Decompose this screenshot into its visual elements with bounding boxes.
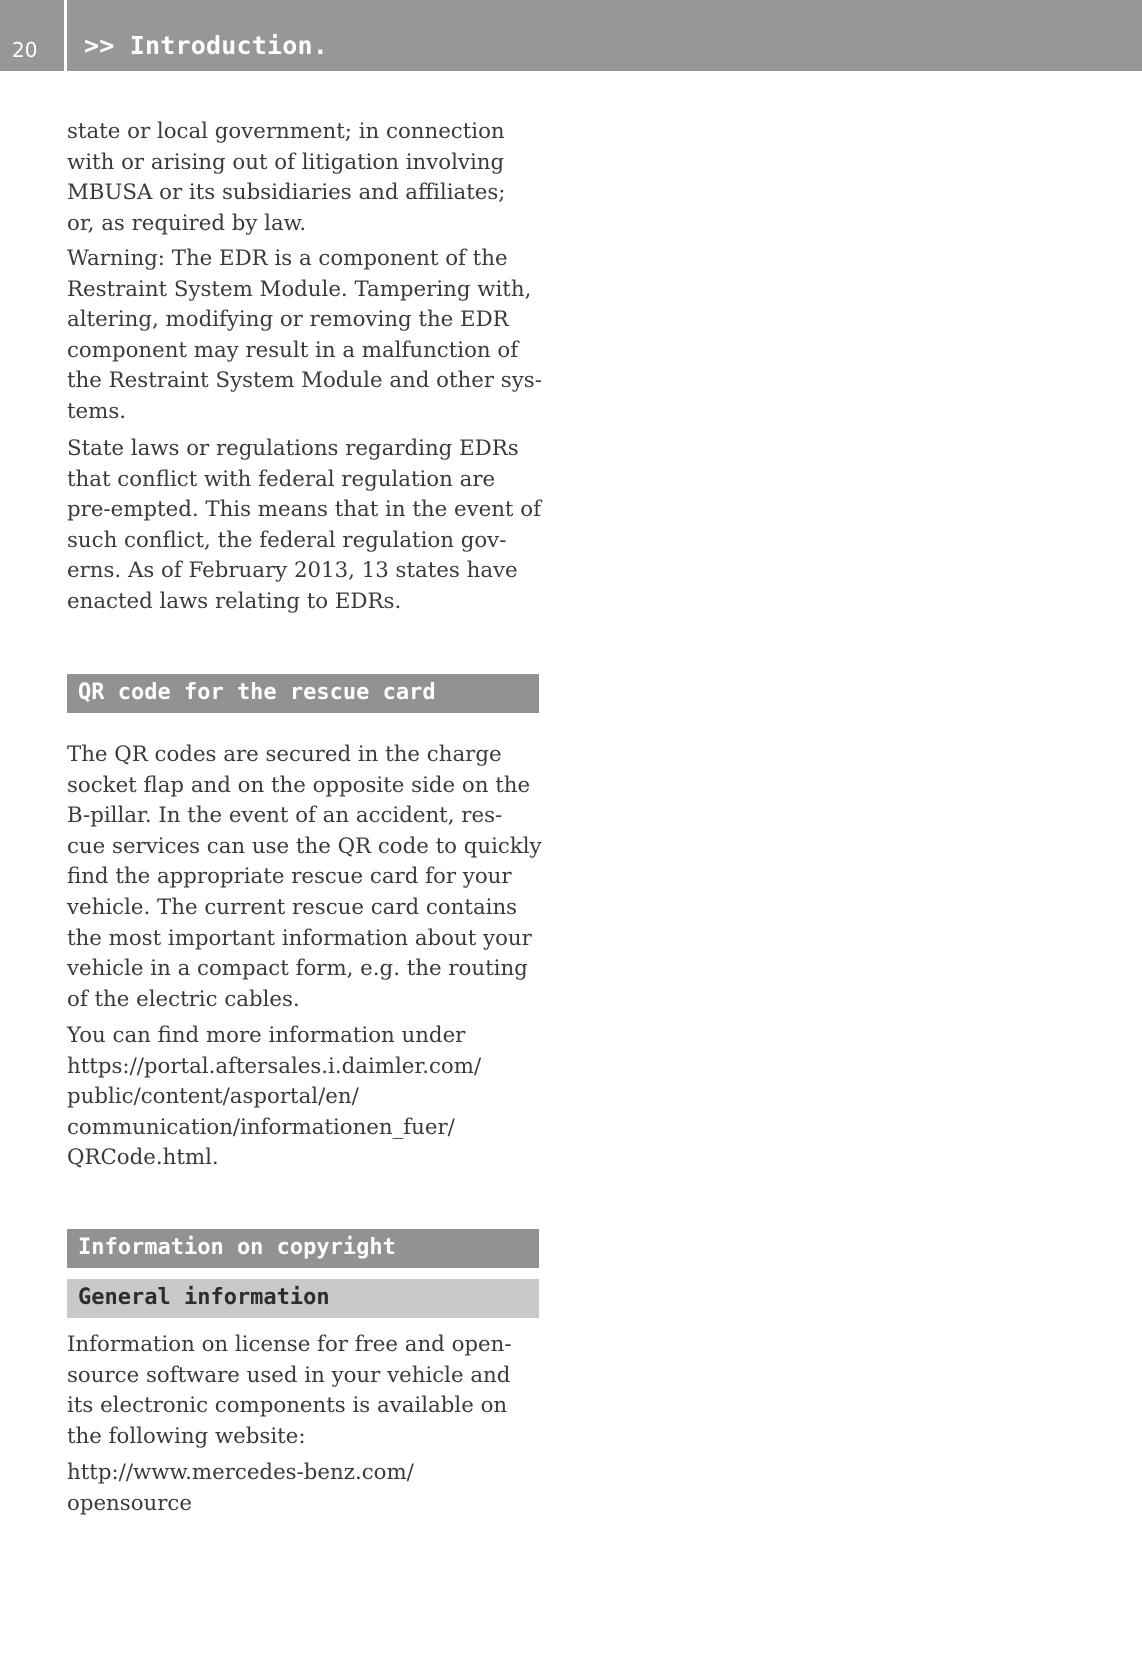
subsection-heading-text: General information [78, 1285, 330, 1310]
text-line: B-pillar. In the event of an accident, res- [67, 803, 503, 829]
page-header [0, 0, 1142, 71]
text-line: pre-empted. This means that in the event of [67, 497, 541, 523]
text-line: component may result in a malfunction of [67, 337, 519, 363]
text-line: socket flap and on the opposite side on the [67, 772, 531, 798]
text-line: cue services can use the QR code to quickly [67, 833, 542, 859]
warning-paragraph [67, 244, 543, 428]
text-line: The QR codes are secured in the charge [67, 742, 502, 767]
text-line: source software used in your vehicle and [67, 1362, 511, 1388]
text-line: with or arising out of litigation involving [67, 149, 505, 175]
text-line: Restraint System Module. Tampering with, [67, 276, 532, 302]
text-line: its electronic components is available on [67, 1393, 508, 1419]
qr-url-line: https://portal.aftersales.i.daimler.com/ [67, 1053, 482, 1079]
subsection-heading-general-information [67, 1279, 539, 1318]
text-line: altering, modifying or removing the EDR [67, 307, 509, 333]
qr-url-line: public/content/asportal/en/ [67, 1084, 359, 1110]
header-divider [64, 0, 67, 71]
text-line: tems. [67, 398, 127, 424]
qr-paragraph-1 [67, 740, 543, 1015]
text-line: the following website: [67, 1423, 306, 1449]
text-line: State laws or regulations regarding EDRs [67, 436, 519, 461]
text-line: You can find more information under [67, 1023, 466, 1048]
text-line: MBUSA or its subsidiaries and affiliates; [67, 180, 506, 206]
text-line: such conflict, the federal regulation gov- [67, 527, 507, 553]
state-laws-paragraph [67, 434, 543, 618]
section-heading-copyright [67, 1229, 539, 1268]
text-line: find the appropriate rescue card for your [67, 864, 512, 890]
continuation-paragraph [67, 117, 543, 239]
text-line: the most important information about your [67, 925, 532, 951]
qr-paragraph-2 [67, 1021, 543, 1174]
opensource-url-line: opensource [67, 1490, 192, 1516]
text-line: erns. As of February 2013, 13 states have [67, 558, 518, 584]
qr-url-line: communication/informationen_fuer/ [67, 1114, 455, 1140]
section-heading-text: QR code for the rescue card [78, 680, 436, 705]
text-line: Warning: The EDR is a component of the [67, 246, 508, 271]
text-line: of the electric cables. [67, 986, 300, 1012]
copyright-paragraph-1 [67, 1330, 543, 1452]
text-line: state or local government; in connection [67, 119, 505, 144]
text-line: vehicle. The current rescue card contains [67, 894, 518, 920]
section-heading-qr-code [67, 674, 539, 713]
text-line: enacted laws relating to EDRs. [67, 588, 402, 614]
text-line: vehicle in a compact form, e.g. the routing [67, 956, 528, 982]
opensource-url-line: http://www.mercedes-benz.com/ [67, 1460, 414, 1485]
qr-url-line: QRCode.html. [67, 1145, 219, 1171]
text-line: the Restraint System Module and other sys- [67, 368, 542, 394]
chapter-title: >> Introduction. [84, 31, 329, 60]
text-line: that conflict with federal regulation are [67, 466, 496, 492]
copyright-paragraph-2 [67, 1458, 543, 1519]
text-line: or, as required by law. [67, 210, 307, 236]
text-line: Information on license for free and open- [67, 1332, 512, 1357]
section-heading-text: Information on copyright [78, 1235, 396, 1260]
page-number: 20 [12, 38, 38, 62]
